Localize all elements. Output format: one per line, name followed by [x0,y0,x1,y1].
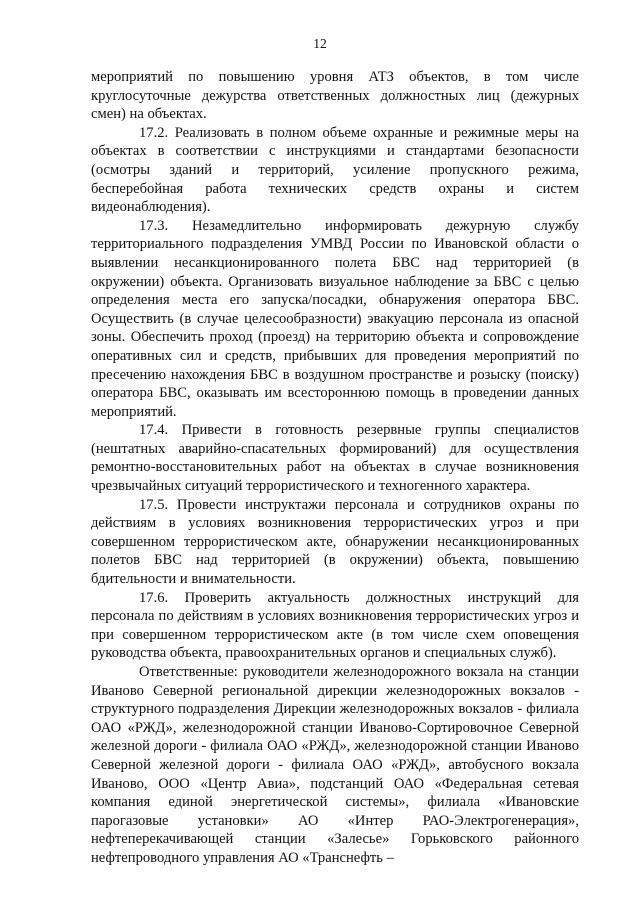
paragraph-17-4: 17.4. Привести в готовность резервные группы специалистов (нештатных аварийно-спасательных формирований) для осуществления ремонтно-восстановительных работ на объектах в случае возникновения чрезвычайных ситуаций террористического и техногенного характера. [91,422,579,495]
paragraph-17-5: 17.5. Провести инструктажи персонала и сотрудников охраны по действиям в условиях возникновения террористических угроз и при совершенном террористическом акте, обнаружении несанкционированных полетов БВС над территорией (в окружении) объекта, повышению бдительности и внимательности. [91,496,579,588]
paragraph-17-6: 17.6. Проверить актуальность должностных инструкций для персонала по действиям в условиях возникновения террористических угроз и при совершенном террористическом акте (в том числе схем оповещения руководства объекта, правоохранительных органов и специальных служб). [91,589,579,662]
paragraph-17-2: 17.2. Реализовать в полном объеме охранные и режимные меры на объектах в соответствии с инструкциями и стандартами безопасности (осмотры зданий и территорий, усиление пропускного режима, бесперебойная работа технических средств охраны и систем видеонаблюдения). [91,124,579,216]
document-body [91,68,579,868]
page-number: 12 [313,36,327,51]
paragraph-continuation: мероприятий по повышению уровня АТЗ объектов, в том числе круглосуточные дежурства ответственных должностных лиц (дежурных смен) на объектах. [91,69,579,123]
paragraph-17-3: 17.3. Незамедлительно информировать дежурную службу территориального подразделения УМВД России по Ивановской области о выявлении несанкционированного полета БВС над территорией (в окружении) объекта. Организовать визуальное наблюдение за БВС с целью определения места его запуска/посадки, обнаружения оператора БВС. Осуществить (в случае целесообразности) эвакуацию персонала из опасной зоны. Обеспечить проход (проезд) на территорию объекта и сопровождение оперативных сил и средств, прибывших для проведения мероприятий по пресечению нахождения БВС в воздушном пространстве и розыску (поиску) оператора БВС, оказывать им всестороннюю помощь в проведении данных мероприятий. [91,217,579,420]
paragraph-responsible: Ответственные: руководители железнодорожного вокзала на станции Иваново Северной региональной дирекции железнодорожных вокзалов - структурного подразделения Дирекции железнодорожных вокзалов - филиала ОАО «РЖД», железнодорожной станции Иваново-Сортировочное Северной железной дороги - филиала ОАО «РЖД», железнодорожной станции Иваново Северной железной дороги - филиала ОАО «РЖД», автобусного вокзала Иваново, ООО «Центр Авиа», подстанций ОАО «Федеральная сетевая компания единой энергетической системы», филиала «Ивановские парогазовые установки» АО «Интер РАО-Электрогенерация», нефтеперекачивающей станции «Залесье» Горьковского районного нефтепроводного управления АО «Транснефть – [91,664,579,866]
